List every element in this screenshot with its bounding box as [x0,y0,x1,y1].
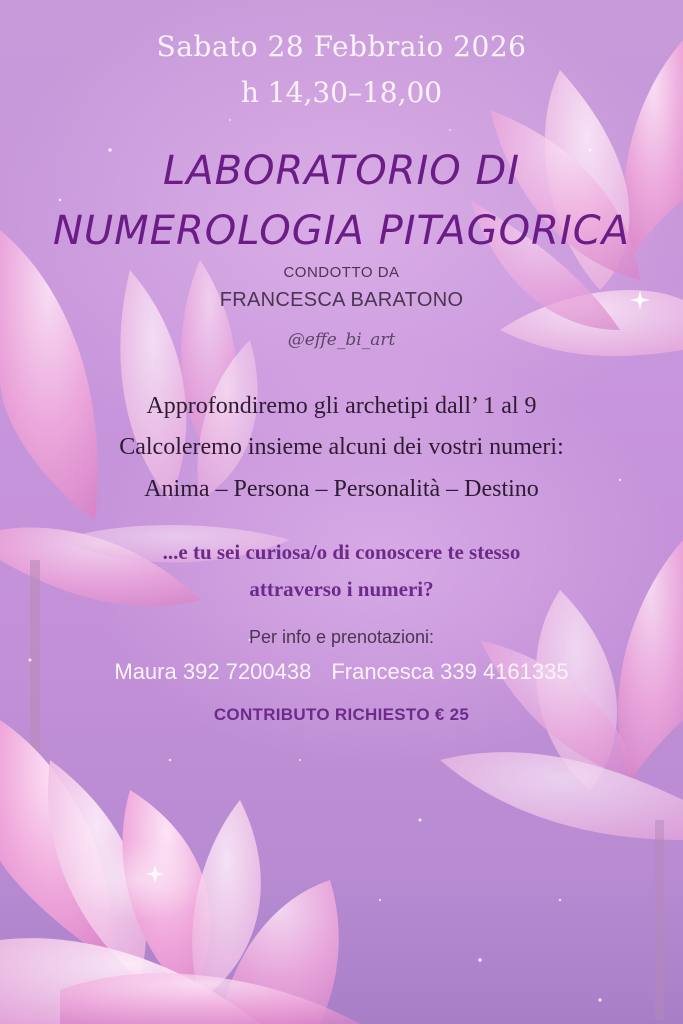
social-handle: @effe_bi_art [287,330,396,350]
contact-maura: Maura 392 7200438 [114,659,312,684]
info-label: Per info e prenotazioni: [248,627,435,647]
lotus-bottom-left [0,720,360,1024]
title-line-2: NUMEROLOGIA PITAGORICA [52,208,631,254]
contribution-fee: CONTRIBUTO RICHIESTO € 25 [213,705,470,724]
event-date: Sabato 28 Febbraio 2026 [156,30,527,63]
contact-numbers [0,659,683,685]
question-line-1: ...e tu sei curiosa/o di conoscere te stesso [162,540,521,564]
conductor-name: FRANCESCA BARATONO [219,289,464,311]
lotus-right-bottom [440,540,683,1020]
description-line-1: Approfondiremo gli archetipi dall’ 1 al 9 [146,393,537,419]
question-line-2: attraverso i numeri? [249,577,434,601]
description-line-2: Calcoleremo insieme alcuni dei vostri numeri: [119,434,564,460]
contact-francesca: Francesca 339 4161335 [331,659,569,684]
event-time: h 14,30–18,00 [240,76,443,109]
description-line-3: Anima – Persona – Personalità – Destino [144,476,539,502]
conducted-by-label: CONDOTTO DA [283,264,400,281]
title-line-1: LABORATORIO DI [162,148,521,194]
